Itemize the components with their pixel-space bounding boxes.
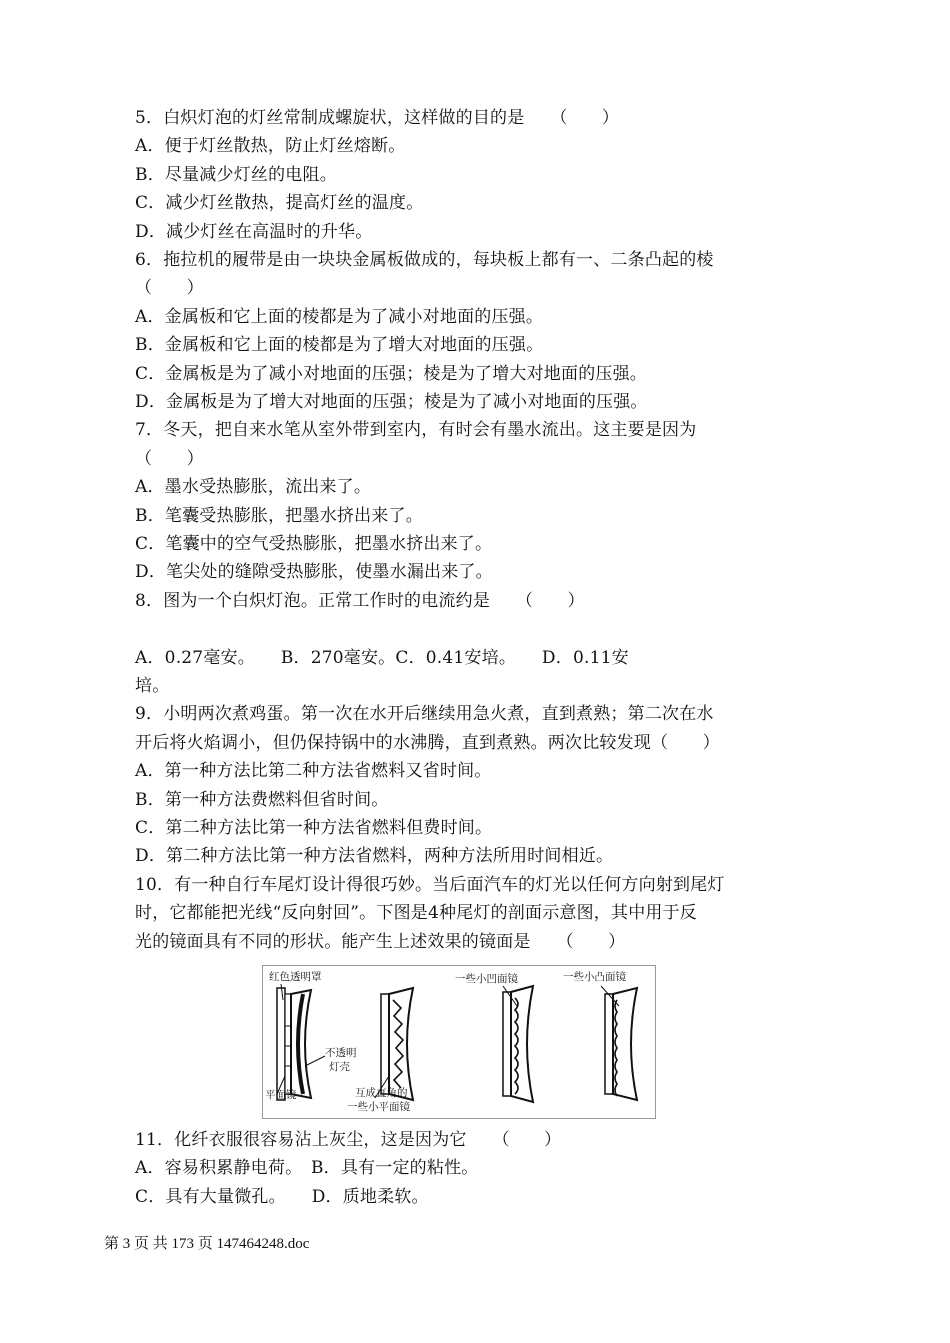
text-line: C．减少灯丝散热，提高灯丝的温度。 — [135, 193, 424, 214]
label-right-angle-1: 互成直角的 — [355, 1087, 408, 1099]
label-red-cover: 红色透明罩 — [269, 971, 322, 983]
text-line: 6．拖拉机的履带是由一块块金属板做成的，每块板上都有一、二条凸起的棱 — [135, 250, 714, 270]
text-line: A．容易积累静电荷。 B．具有一定的粘性。 — [135, 1158, 479, 1179]
label-flat-mirror: 平面镜 — [265, 1089, 297, 1101]
text-line: 7．冬天，把自来水笔从室外带到室内，有时会有墨水流出。这主要是因为 — [135, 420, 697, 441]
tail-light-diagram — [263, 966, 655, 1118]
text-line: B．金属板和它上面的棱都是为了增大对地面的压强。 — [135, 335, 544, 356]
cover-shape-2 — [381, 994, 389, 1094]
page-footer: 第 3 页 共 173 页 147464248.doc — [104, 1236, 310, 1252]
text-line: C．金属板是为了减小对地面的压强；棱是为了增大对地面的压强。 — [135, 363, 648, 384]
text-line: 5．白炽灯泡的灯丝常制成螺旋状，这样做的目的是 （ ） — [135, 108, 620, 128]
lamp-convex-mirrors — [601, 986, 637, 1100]
cover-shape-3 — [503, 992, 511, 1096]
text-line: A．第一种方法比第二种方法省燃料又省时间。 — [135, 761, 492, 782]
label-convex: 一些小凸面镜 — [563, 971, 626, 983]
tail-light-figure — [262, 965, 656, 1119]
text-line: 10．有一种自行车尾灯设计得很巧妙。当后面汽车的灯光以任何方向射到尾灯 — [135, 874, 725, 895]
text-line: D．笔尖处的缝隙受热膨胀，使墨水漏出来了。 — [135, 562, 493, 583]
shell-shape-3 — [511, 986, 533, 1102]
text-line: C．具有大量微孔。 D．质地柔软。 — [135, 1186, 429, 1207]
text-line: B．笔囊受热膨胀，把墨水挤出来了。 — [135, 505, 423, 526]
label-opaque-shell-2: 灯壳 — [329, 1061, 350, 1073]
cover-shape-4 — [605, 994, 613, 1094]
shell-shape-2 — [389, 988, 413, 1100]
lamp-concave-mirrors — [503, 986, 533, 1102]
text-line: 开后将火焰调小，但仍保持锅中的水沸腾，直到煮熟。两次比较发现（ ） — [135, 732, 720, 753]
text-line: 9．小明两次煮鸡蛋。第一次在水开后继续用急火煮，直到煮熟；第二次在水 — [135, 704, 714, 725]
text-line: D．第二种方法比第一种方法省燃料，两种方法所用时间相近。 — [135, 846, 614, 867]
label-opaque-shell-1: 不透明 — [325, 1047, 357, 1059]
text-line: 时，它都能把光线“反向射回”。下图是4种尾灯的剖面示意图，其中用于反 — [135, 903, 697, 924]
text-line: B．第一种方法费燃料但省时间。 — [135, 789, 389, 810]
text-line: A．便于灯丝散热，防止灯丝熔断。 — [135, 136, 406, 157]
text-line: A．金属板和它上面的棱都是为了减小对地面的压强。 — [135, 306, 544, 327]
text-line: 8．图为一个白炽灯泡。正常工作时的电流约是 （ ） — [135, 590, 585, 611]
leader-shell — [305, 1056, 325, 1066]
text-line: B．尽量减少灯丝的电阻。 — [135, 164, 337, 185]
lamp-right-angle-mirrors — [375, 988, 413, 1100]
text-line: （ ） — [135, 448, 204, 469]
text-line: 培。 — [135, 676, 170, 696]
label-concave: 一些小凹面镜 — [455, 973, 518, 985]
text-line: 11．化纤衣服很容易沾上灰尘，这是因为它 （ ） — [135, 1130, 562, 1150]
text-line: 光的镜面具有不同的形状。能产生上述效果的镜面是 （ ） — [135, 931, 626, 952]
text-line: C．笔囊中的空气受热膨胀，把墨水挤出来了。 — [135, 534, 493, 554]
text-line: D．减少灯丝在高温时的升华。 — [135, 221, 373, 242]
lamp-flat-mirror — [277, 984, 325, 1100]
label-right-angle-2: 一些小平面镜 — [347, 1101, 410, 1113]
text-line: C．第二种方法比第一种方法省燃料但费时间。 — [135, 818, 493, 838]
text-line: （ ） — [135, 278, 204, 299]
text-line: A．0.27毫安。 B．270毫安。C．0.41安培。 D．0.11安 — [135, 647, 629, 668]
text-line: D．金属板是为了增大对地面的压强；棱是为了减小对地面的压强。 — [135, 392, 648, 412]
red-cover-shape — [277, 988, 285, 1100]
text-line: A．墨水受热膨胀，流出来了。 — [135, 477, 372, 498]
